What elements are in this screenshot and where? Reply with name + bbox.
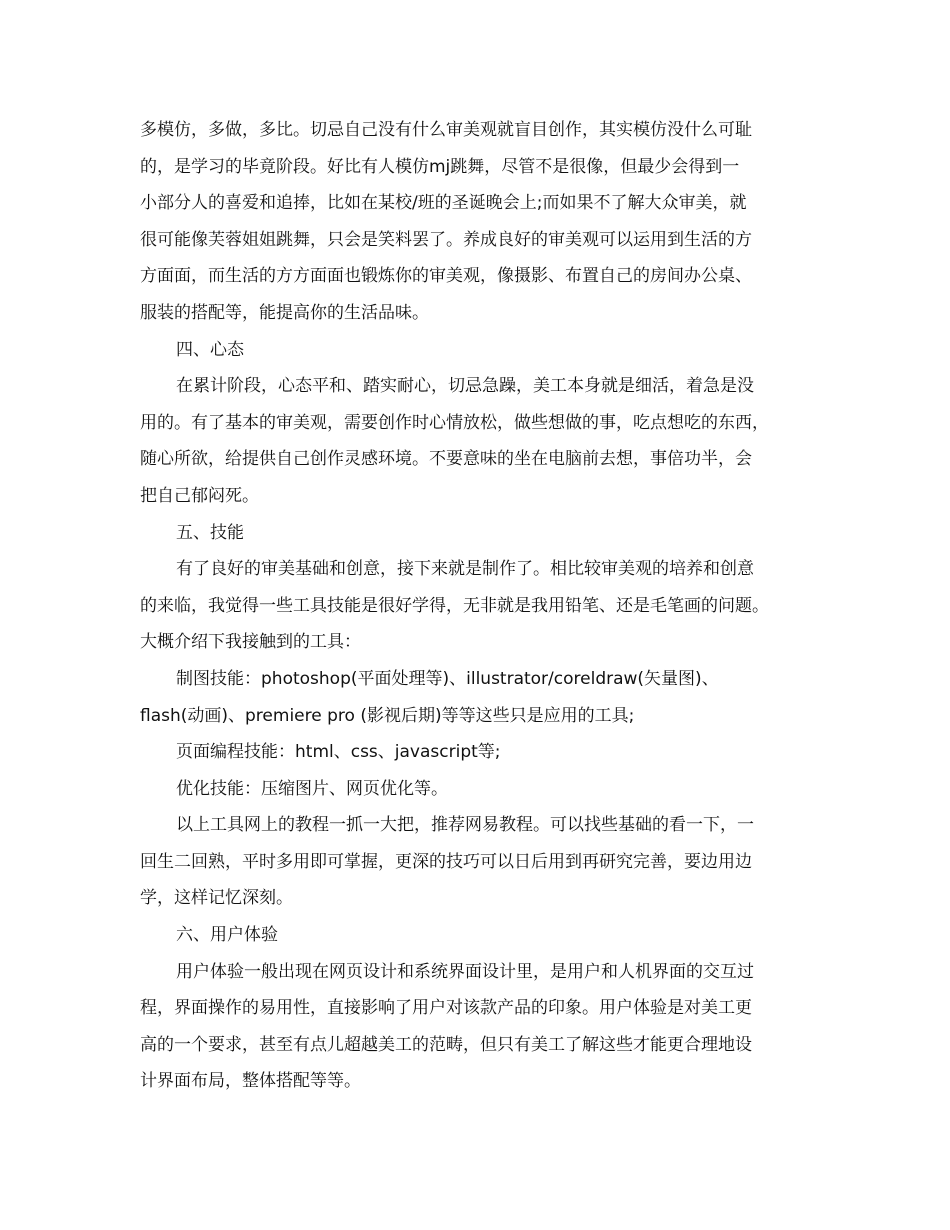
text-line: 服装的搭配等，能提高你的生活品味。 xyxy=(140,302,429,323)
text-line: 方面面，而生活的方方面面也锻炼你的审美观，像摄影、布置自己的房间办公桌、 xyxy=(140,266,752,287)
text-line: 的来临，我觉得一些工具技能是很好学得，无非就是我用铅笔、还是毛笔画的问题。 xyxy=(140,595,769,616)
text-line: 程，界面操作的易用性，直接影响了用户对该款产品的印象。用户体验是对美工更 xyxy=(140,998,752,1019)
text-line: 很可能像芙蓉姐姐跳舞，只会是笑料罢了。养成良好的审美观可以运用到生活的方 xyxy=(140,229,752,250)
text-line: 的，是学习的毕竟阶段。好比有人模仿mj跳舞，尽管不是很像，但最少会得到一 xyxy=(140,156,740,177)
paragraph-start-line: 制图技能：photoshop(平面处理等)、illustrator/coreldraw(矢量图)、 xyxy=(176,668,719,689)
document-body xyxy=(140,112,820,1100)
paragraph-start-line: 在累计阶段，心态平和、踏实耐心，切忌急躁，美工本身就是细活，着急是没 xyxy=(176,376,754,397)
paragraph-start-line: 六、用户体验 xyxy=(176,925,278,946)
text-line: 学，这样记忆深刻。 xyxy=(140,888,293,909)
paragraph-start-line: 有了良好的审美基础和创意，接下来就是制作了。相比较审美观的培养和创意 xyxy=(176,559,754,580)
text-line: 小部分人的喜爱和追捧，比如在某校/班的圣诞晚会上;而如果不了解大众审美，就 xyxy=(140,193,747,214)
paragraph-start-line: 页面编程技能：html、css、javascript等; xyxy=(176,742,501,763)
text-line: 大概介绍下我接触到的工具： xyxy=(140,632,361,653)
paragraph-start-line: 以上工具网上的教程一抓一大把，推荐网易教程。可以找些基础的看一下，一 xyxy=(176,815,754,836)
paragraph-start-line: 优化技能：压缩图片、网页优化等。 xyxy=(176,778,448,799)
text-line: 随心所欲，给提供自己创作灵感环境。不要意味的坐在电脑前去想，事倍功半，会 xyxy=(140,449,752,470)
text-line: 计界面布局，整体搭配等等。 xyxy=(140,1071,361,1092)
paragraph-start-line: 用户体验一般出现在网页设计和系统界面设计里，是用户和人机界面的交互过 xyxy=(176,961,754,982)
text-line: 多模仿，多做，多比。切忌自己没有什么审美观就盲目创作，其实模仿没什么可耻 xyxy=(140,120,752,140)
text-line: 高的一个要求，甚至有点儿超越美工的范畴，但只有美工了解这些才能更合理地设 xyxy=(140,1034,752,1055)
text-line: flash(动画)、premiere pro (影视后期)等等这些只是应用的工具; xyxy=(140,705,635,726)
paragraph-start-line: 五、技能 xyxy=(176,522,244,543)
text-line: 回生二回熟，平时多用即可掌握，更深的技巧可以日后用到再研究完善，要边用边 xyxy=(140,851,752,872)
paragraph-start-line: 四、心态 xyxy=(176,339,244,360)
text-line: 把自己郁闷死。 xyxy=(140,485,259,506)
text-line: 用的。有了基本的审美观，需要创作时心情放松，做些想做的事，吃点想吃的东西， xyxy=(140,412,769,433)
